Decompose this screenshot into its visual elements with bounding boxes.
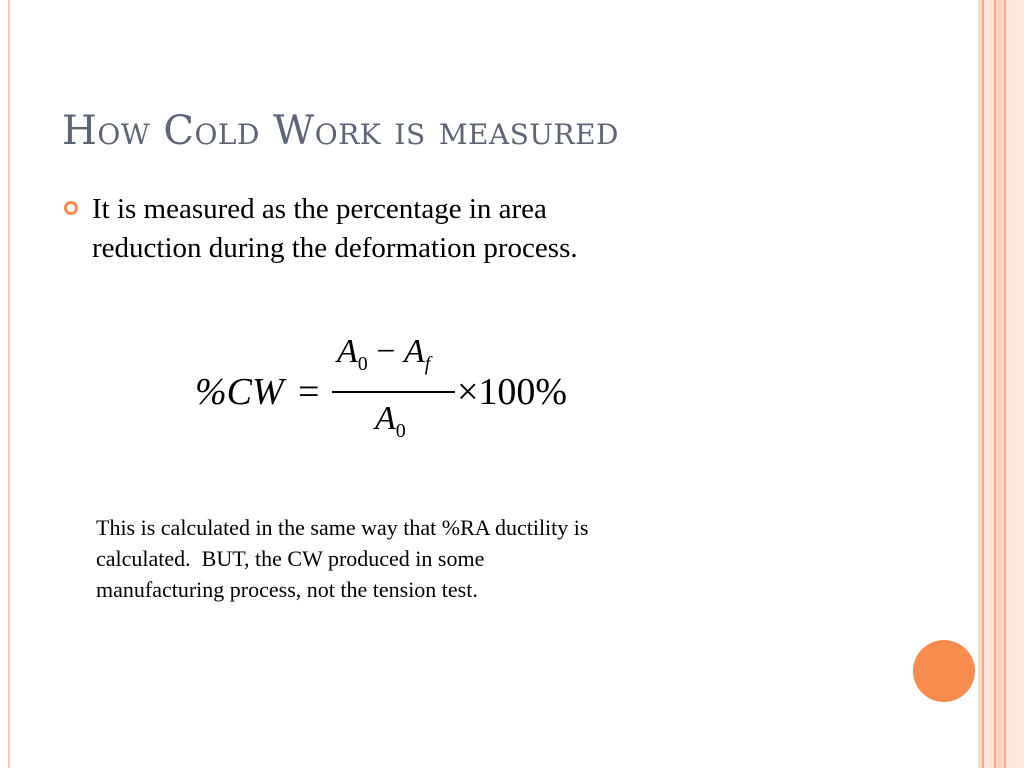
formula-multiplier: ×100% (457, 371, 568, 413)
fraction-bar (332, 391, 455, 393)
circle-bullet-icon (64, 201, 78, 215)
stripe (1006, 0, 1024, 768)
numerator-a-sub: 0 (357, 353, 368, 375)
stripe (984, 0, 994, 768)
left-border-line (8, 0, 10, 768)
formula-numerator (337, 333, 430, 376)
formula-equals: = (298, 371, 320, 413)
note-line: manufacturing process, not the tension test. (96, 577, 478, 602)
note-line: calculated. BUT, the CW produced in some (96, 546, 485, 571)
slide-title: How Cold Work is measured (62, 108, 619, 154)
bullet-line: It is measured as the percentage in area (92, 193, 547, 225)
numerator-b: A (403, 333, 425, 370)
formula-lhs: %CW (195, 371, 284, 413)
right-decorative-band (978, 0, 1024, 768)
note-text (96, 512, 796, 605)
decorative-circle (913, 640, 975, 702)
numerator-minus: − (367, 333, 404, 370)
numerator-b-sub: f (424, 353, 431, 375)
denominator-a: A (375, 400, 396, 437)
bullet-text (92, 190, 772, 268)
formula-denominator (375, 400, 406, 443)
numerator-a: A (337, 333, 358, 370)
note-line: This is calculated in the same way that %RA ductility is (96, 515, 589, 540)
cold-work-formula (195, 335, 615, 455)
stripe (996, 0, 1004, 768)
denominator-sub: 0 (395, 420, 406, 442)
bullet-line: reduction during the deformation process. (92, 232, 578, 264)
